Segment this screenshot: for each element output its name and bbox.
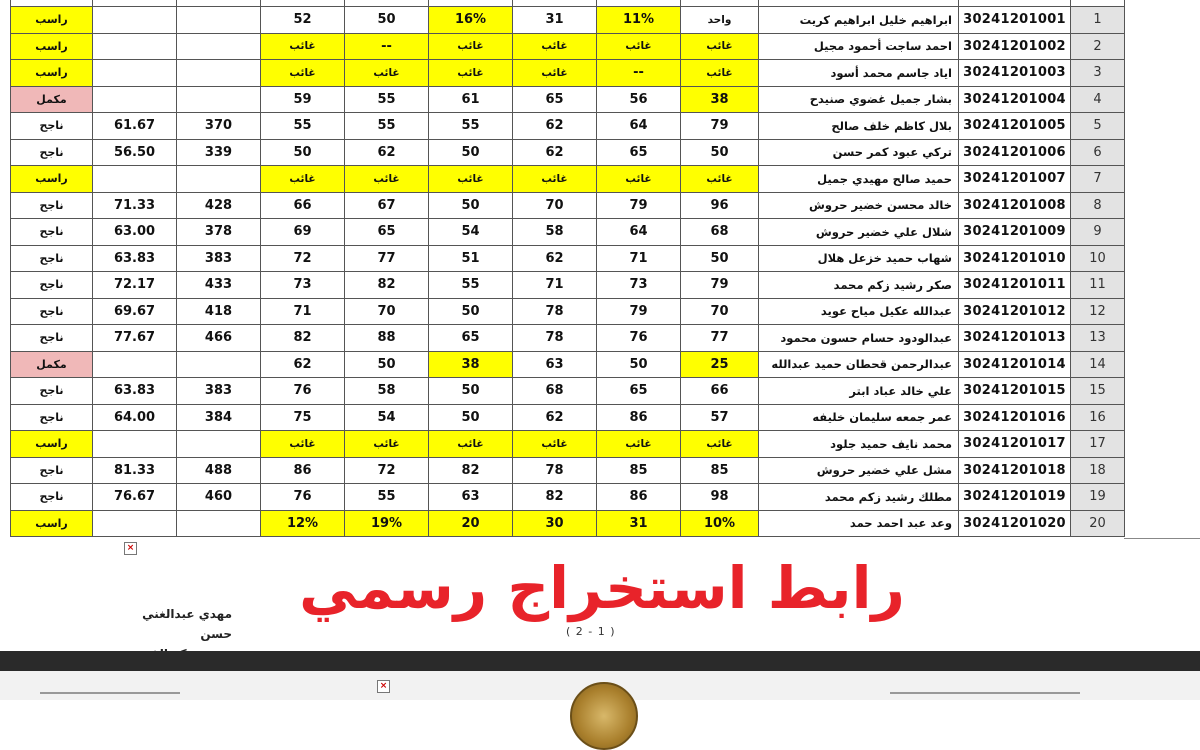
subject-score-cell: 61 [429, 86, 513, 113]
subject-score-cell: غائب [261, 166, 345, 193]
table-row [11, 457, 1125, 484]
subject-score-cell: 62 [345, 139, 429, 166]
table-row [11, 325, 1125, 352]
row-index-cell: 18 [1071, 457, 1125, 484]
average-cell [93, 510, 177, 537]
table-row [11, 272, 1125, 299]
seat-number-cell: 30241201001 [959, 7, 1071, 34]
subject-score-cell: 58 [513, 219, 597, 246]
subject-score-cell: 78 [513, 457, 597, 484]
seat-number-cell: 30241201005 [959, 113, 1071, 140]
student-name-cell: علي خالد عباد ابتر [759, 378, 959, 405]
average-cell [93, 60, 177, 87]
average-cell: 72.17 [93, 272, 177, 299]
table-row [11, 404, 1125, 431]
result-cell: راسب [11, 33, 93, 60]
student-name-cell: وعد عبد احمد حمد [759, 510, 959, 537]
seat-number-cell: 30241201016 [959, 404, 1071, 431]
subject-score-cell: 50 [345, 7, 429, 34]
seat-number-cell: 30241201003 [959, 60, 1071, 87]
student-name-cell: عبدالودود حسام حسون محمود [759, 325, 959, 352]
faint-header-right [890, 692, 1080, 694]
subject-score-cell: 16% [429, 7, 513, 34]
subject-score-cell: 62 [513, 404, 597, 431]
subject-score-cell: 55 [345, 86, 429, 113]
subject-score-cell: 62 [261, 351, 345, 378]
subject-score-cell: 77 [345, 245, 429, 272]
subject-score-cell: 25 [681, 351, 759, 378]
row-index-cell: 11 [1071, 272, 1125, 299]
result-cell: ناجح [11, 113, 93, 140]
subject-score-cell: 70 [345, 298, 429, 325]
row-index-cell: 3 [1071, 60, 1125, 87]
student-name-cell: عبدالله عكيل مياح عويد [759, 298, 959, 325]
subject-score-cell: 85 [681, 457, 759, 484]
table-row [11, 219, 1125, 246]
subject-score-cell: 65 [513, 86, 597, 113]
subject-score-cell: 70 [681, 298, 759, 325]
subject-score-cell: 67 [345, 192, 429, 219]
subject-score-cell: 55 [261, 113, 345, 140]
subject-score-cell: 50 [681, 139, 759, 166]
average-cell: 61.67 [93, 113, 177, 140]
subject-score-cell: 63 [513, 351, 597, 378]
subject-score-cell: غائب [681, 166, 759, 193]
average-cell [93, 166, 177, 193]
subject-score-cell: 78 [513, 325, 597, 352]
result-cell: راسب [11, 60, 93, 87]
subject-score-cell: 65 [597, 139, 681, 166]
row-index-cell: 4 [1071, 86, 1125, 113]
seat-number-cell: 30241201015 [959, 378, 1071, 405]
result-cell: ناجح [11, 298, 93, 325]
subject-score-cell: 86 [261, 457, 345, 484]
subject-score-cell: 50 [429, 404, 513, 431]
student-name-cell: شلال علي خضير حروش [759, 219, 959, 246]
row-index-cell: 5 [1071, 113, 1125, 140]
average-cell: 63.83 [93, 245, 177, 272]
page-number: ( 2 - 1 ) [566, 625, 616, 638]
row-index-cell: 9 [1071, 219, 1125, 246]
result-cell: ناجح [11, 192, 93, 219]
subject-score-cell: 30 [513, 510, 597, 537]
result-cell: ناجح [11, 484, 93, 511]
subject-score-cell: 76 [261, 378, 345, 405]
subject-score-cell: 57 [681, 404, 759, 431]
table-row [11, 192, 1125, 219]
subject-score-cell: 50 [429, 378, 513, 405]
subject-score-cell: غائب [345, 60, 429, 87]
average-cell: 81.33 [93, 457, 177, 484]
page-divider-bar [0, 651, 1200, 671]
seat-number-cell: 30241201007 [959, 166, 1071, 193]
total-cell [177, 431, 261, 458]
row-index-cell: 7 [1071, 166, 1125, 193]
subject-score-cell: 62 [513, 113, 597, 140]
row-index-cell: 2 [1071, 33, 1125, 60]
result-cell: ناجح [11, 272, 93, 299]
student-name-cell: بشار جميل غضوي صنيدح [759, 86, 959, 113]
subject-score-cell: غائب [429, 431, 513, 458]
subject-score-cell: غائب [513, 33, 597, 60]
subject-score-cell: 55 [429, 113, 513, 140]
result-cell: راسب [11, 431, 93, 458]
table-row [11, 351, 1125, 378]
subject-score-cell: 82 [345, 272, 429, 299]
total-cell [177, 351, 261, 378]
subject-score-cell: 71 [261, 298, 345, 325]
subject-score-cell: غائب [597, 166, 681, 193]
subject-score-cell: 68 [513, 378, 597, 405]
subject-score-cell: 75 [261, 404, 345, 431]
subject-score-cell: 51 [429, 245, 513, 272]
average-cell [93, 7, 177, 34]
total-cell: 384 [177, 404, 261, 431]
subject-score-cell: 64 [597, 113, 681, 140]
total-cell [177, 166, 261, 193]
average-cell: 77.67 [93, 325, 177, 352]
subject-score-cell: واحد [681, 7, 759, 34]
subject-score-cell: 72 [261, 245, 345, 272]
subject-score-cell: 50 [597, 351, 681, 378]
total-cell: 378 [177, 219, 261, 246]
subject-score-cell: 73 [261, 272, 345, 299]
total-cell [177, 60, 261, 87]
subject-score-cell: 79 [597, 192, 681, 219]
broken-image-icon-2: × [377, 680, 390, 693]
subject-score-cell: 65 [429, 325, 513, 352]
subject-score-cell: 79 [681, 113, 759, 140]
seat-number-cell: 30241201011 [959, 272, 1071, 299]
subject-score-cell: غائب [681, 60, 759, 87]
row-index-cell: 17 [1071, 431, 1125, 458]
student-name-cell: عبدالرحمن قحطان حميد عبدالله [759, 351, 959, 378]
subject-score-cell: 50 [429, 139, 513, 166]
row-index-cell: 6 [1071, 139, 1125, 166]
student-name-cell: تركي عبود كمر حسن [759, 139, 959, 166]
row-index-cell: 15 [1071, 378, 1125, 405]
seat-number-cell: 30241201008 [959, 192, 1071, 219]
subject-score-cell: 65 [597, 378, 681, 405]
subject-score-cell: 11% [597, 7, 681, 34]
result-cell: راسب [11, 7, 93, 34]
subject-score-cell: 63 [429, 484, 513, 511]
subject-score-cell: 12% [261, 510, 345, 537]
average-cell: 56.50 [93, 139, 177, 166]
average-cell [93, 431, 177, 458]
result-cell: ناجح [11, 325, 93, 352]
subject-score-cell: 31 [597, 510, 681, 537]
row-index-cell: 10 [1071, 245, 1125, 272]
subject-score-cell: 98 [681, 484, 759, 511]
table-row [11, 510, 1125, 537]
subject-score-cell: 72 [345, 457, 429, 484]
table-row [11, 60, 1125, 87]
table-row [11, 7, 1125, 34]
subject-score-cell: 66 [261, 192, 345, 219]
total-cell [177, 7, 261, 34]
average-cell: 71.33 [93, 192, 177, 219]
seat-number-cell: 30241201019 [959, 484, 1071, 511]
subject-score-cell: -- [345, 33, 429, 60]
result-cell: ناجح [11, 457, 93, 484]
row-index-cell: 20 [1071, 510, 1125, 537]
subject-score-cell: 86 [597, 484, 681, 511]
row-index-cell: 16 [1071, 404, 1125, 431]
student-name-cell: محمد نايف حميد جلود [759, 431, 959, 458]
student-name-cell: شهاب حميد خزعل هلال [759, 245, 959, 272]
average-cell: 69.67 [93, 298, 177, 325]
subject-score-cell: -- [597, 60, 681, 87]
subject-score-cell: 66 [681, 378, 759, 405]
table-row [11, 166, 1125, 193]
seat-number-cell: 30241201006 [959, 139, 1071, 166]
row-index-cell: 19 [1071, 484, 1125, 511]
subject-score-cell: 78 [513, 298, 597, 325]
seat-number-cell: 30241201020 [959, 510, 1071, 537]
seat-number-cell: 30241201004 [959, 86, 1071, 113]
subject-score-cell: 62 [513, 245, 597, 272]
subject-score-cell: 76 [261, 484, 345, 511]
subject-score-cell: 76 [597, 325, 681, 352]
total-cell: 428 [177, 192, 261, 219]
subject-score-cell: 50 [345, 351, 429, 378]
broken-image-icon: × [124, 542, 137, 555]
subject-score-cell: غائب [429, 33, 513, 60]
student-name-cell: احمد ساجت أحمود مجيل [759, 33, 959, 60]
subject-score-cell: 50 [429, 192, 513, 219]
student-name-cell: عمر جمعه سليمان خليفه [759, 404, 959, 431]
faint-header-left [40, 692, 180, 694]
subject-score-cell: 31 [513, 7, 597, 34]
subject-score-cell: 54 [429, 219, 513, 246]
subject-score-cell: 38 [681, 86, 759, 113]
ministry-seal-icon [570, 682, 638, 750]
total-cell: 383 [177, 245, 261, 272]
row-index-cell: 14 [1071, 351, 1125, 378]
result-cell: راسب [11, 510, 93, 537]
subject-score-cell: 52 [261, 7, 345, 34]
total-cell: 460 [177, 484, 261, 511]
subject-score-cell: 56 [597, 86, 681, 113]
table-row [11, 484, 1125, 511]
subject-score-cell: 85 [597, 457, 681, 484]
subject-score-cell: 59 [261, 86, 345, 113]
table-row [11, 33, 1125, 60]
result-cell: مكمل [11, 86, 93, 113]
watermark-text: رابط استخراج رسمي [299, 554, 905, 622]
student-name-cell: بلال كاظم خلف صالح [759, 113, 959, 140]
row-index-cell: 12 [1071, 298, 1125, 325]
average-cell: 64.00 [93, 404, 177, 431]
subject-score-cell: 88 [345, 325, 429, 352]
result-cell: ناجح [11, 139, 93, 166]
result-cell: ناجح [11, 219, 93, 246]
seat-number-cell: 30241201018 [959, 457, 1071, 484]
table-row [11, 139, 1125, 166]
average-cell: 63.00 [93, 219, 177, 246]
total-cell: 383 [177, 378, 261, 405]
student-name-cell: خالد محسن خضير حروش [759, 192, 959, 219]
total-cell: 418 [177, 298, 261, 325]
seat-number-cell: 30241201012 [959, 298, 1071, 325]
result-cell: ناجح [11, 245, 93, 272]
signature-name: مهدي عبدالغني حسن [142, 607, 232, 641]
subject-score-cell: 73 [597, 272, 681, 299]
table-row [11, 113, 1125, 140]
results-table-wrapper [10, 0, 1124, 537]
subject-score-cell: 71 [597, 245, 681, 272]
total-cell [177, 510, 261, 537]
seat-number-cell: 30241201017 [959, 431, 1071, 458]
row-index-cell: 1 [1071, 7, 1125, 34]
subject-score-cell: غائب [261, 431, 345, 458]
subject-score-cell: غائب [261, 60, 345, 87]
subject-score-cell: 55 [345, 113, 429, 140]
subject-score-cell: غائب [513, 431, 597, 458]
student-name-cell: ابراهيم خليل ابراهيم كريت [759, 7, 959, 34]
subject-score-cell: غائب [681, 431, 759, 458]
subject-score-cell: غائب [513, 60, 597, 87]
average-cell [93, 351, 177, 378]
student-name-cell: اياد جاسم محمد أسود [759, 60, 959, 87]
row-index-cell: 13 [1071, 325, 1125, 352]
total-cell [177, 86, 261, 113]
seat-number-cell: 30241201010 [959, 245, 1071, 272]
table-row [11, 378, 1125, 405]
result-cell: ناجح [11, 378, 93, 405]
results-table-body [11, 0, 1125, 537]
average-cell [93, 86, 177, 113]
subject-score-cell: 62 [513, 139, 597, 166]
subject-score-cell: 70 [513, 192, 597, 219]
subject-score-cell: 20 [429, 510, 513, 537]
subject-score-cell: 82 [513, 484, 597, 511]
subject-score-cell: 50 [261, 139, 345, 166]
student-name-cell: مطلك رشيد زكم محمد [759, 484, 959, 511]
average-cell: 63.83 [93, 378, 177, 405]
total-cell: 433 [177, 272, 261, 299]
table-row [11, 86, 1125, 113]
subject-score-cell: 82 [261, 325, 345, 352]
subject-score-cell: غائب [597, 431, 681, 458]
subject-score-cell: 79 [681, 272, 759, 299]
subject-score-cell: غائب [429, 60, 513, 87]
table-row [11, 431, 1125, 458]
result-cell: ناجح [11, 404, 93, 431]
total-cell: 370 [177, 113, 261, 140]
subject-score-cell: 55 [429, 272, 513, 299]
total-cell: 488 [177, 457, 261, 484]
result-cell: مكمل [11, 351, 93, 378]
subject-score-cell: غائب [429, 166, 513, 193]
subject-score-cell: غائب [597, 33, 681, 60]
student-name-cell: مشل علي خضير حروش [759, 457, 959, 484]
row-index-cell: 8 [1071, 192, 1125, 219]
subject-score-cell: 50 [429, 298, 513, 325]
total-cell: 339 [177, 139, 261, 166]
total-cell [177, 33, 261, 60]
table-row [11, 298, 1125, 325]
subject-score-cell: 50 [681, 245, 759, 272]
subject-score-cell: 38 [429, 351, 513, 378]
subject-score-cell: غائب [513, 166, 597, 193]
subject-score-cell: 68 [681, 219, 759, 246]
result-cell: راسب [11, 166, 93, 193]
subject-score-cell: 82 [429, 457, 513, 484]
table-row [11, 245, 1125, 272]
subject-score-cell: غائب [345, 431, 429, 458]
subject-score-cell: غائب [681, 33, 759, 60]
subject-score-cell: 77 [681, 325, 759, 352]
average-cell [93, 33, 177, 60]
total-cell: 466 [177, 325, 261, 352]
student-name-cell: صكر رشيد زكم محمد [759, 272, 959, 299]
seat-number-cell: 30241201009 [959, 219, 1071, 246]
subject-score-cell: 65 [345, 219, 429, 246]
seat-number-cell: 30241201014 [959, 351, 1071, 378]
subject-score-cell: 10% [681, 510, 759, 537]
subject-score-cell: 64 [597, 219, 681, 246]
subject-score-cell: 79 [597, 298, 681, 325]
subject-score-cell: 19% [345, 510, 429, 537]
right-separator-line [1124, 538, 1200, 539]
subject-score-cell: 55 [345, 484, 429, 511]
results-table [10, 0, 1125, 537]
subject-score-cell: 69 [261, 219, 345, 246]
subject-score-cell: 58 [345, 378, 429, 405]
subject-score-cell: 71 [513, 272, 597, 299]
student-name-cell: حميد صالح مهيدي جميل [759, 166, 959, 193]
subject-score-cell: غائب [261, 33, 345, 60]
subject-score-cell: 96 [681, 192, 759, 219]
subject-score-cell: غائب [345, 166, 429, 193]
seat-number-cell: 30241201013 [959, 325, 1071, 352]
average-cell: 76.67 [93, 484, 177, 511]
seat-number-cell: 30241201002 [959, 33, 1071, 60]
subject-score-cell: 86 [597, 404, 681, 431]
subject-score-cell: 54 [345, 404, 429, 431]
